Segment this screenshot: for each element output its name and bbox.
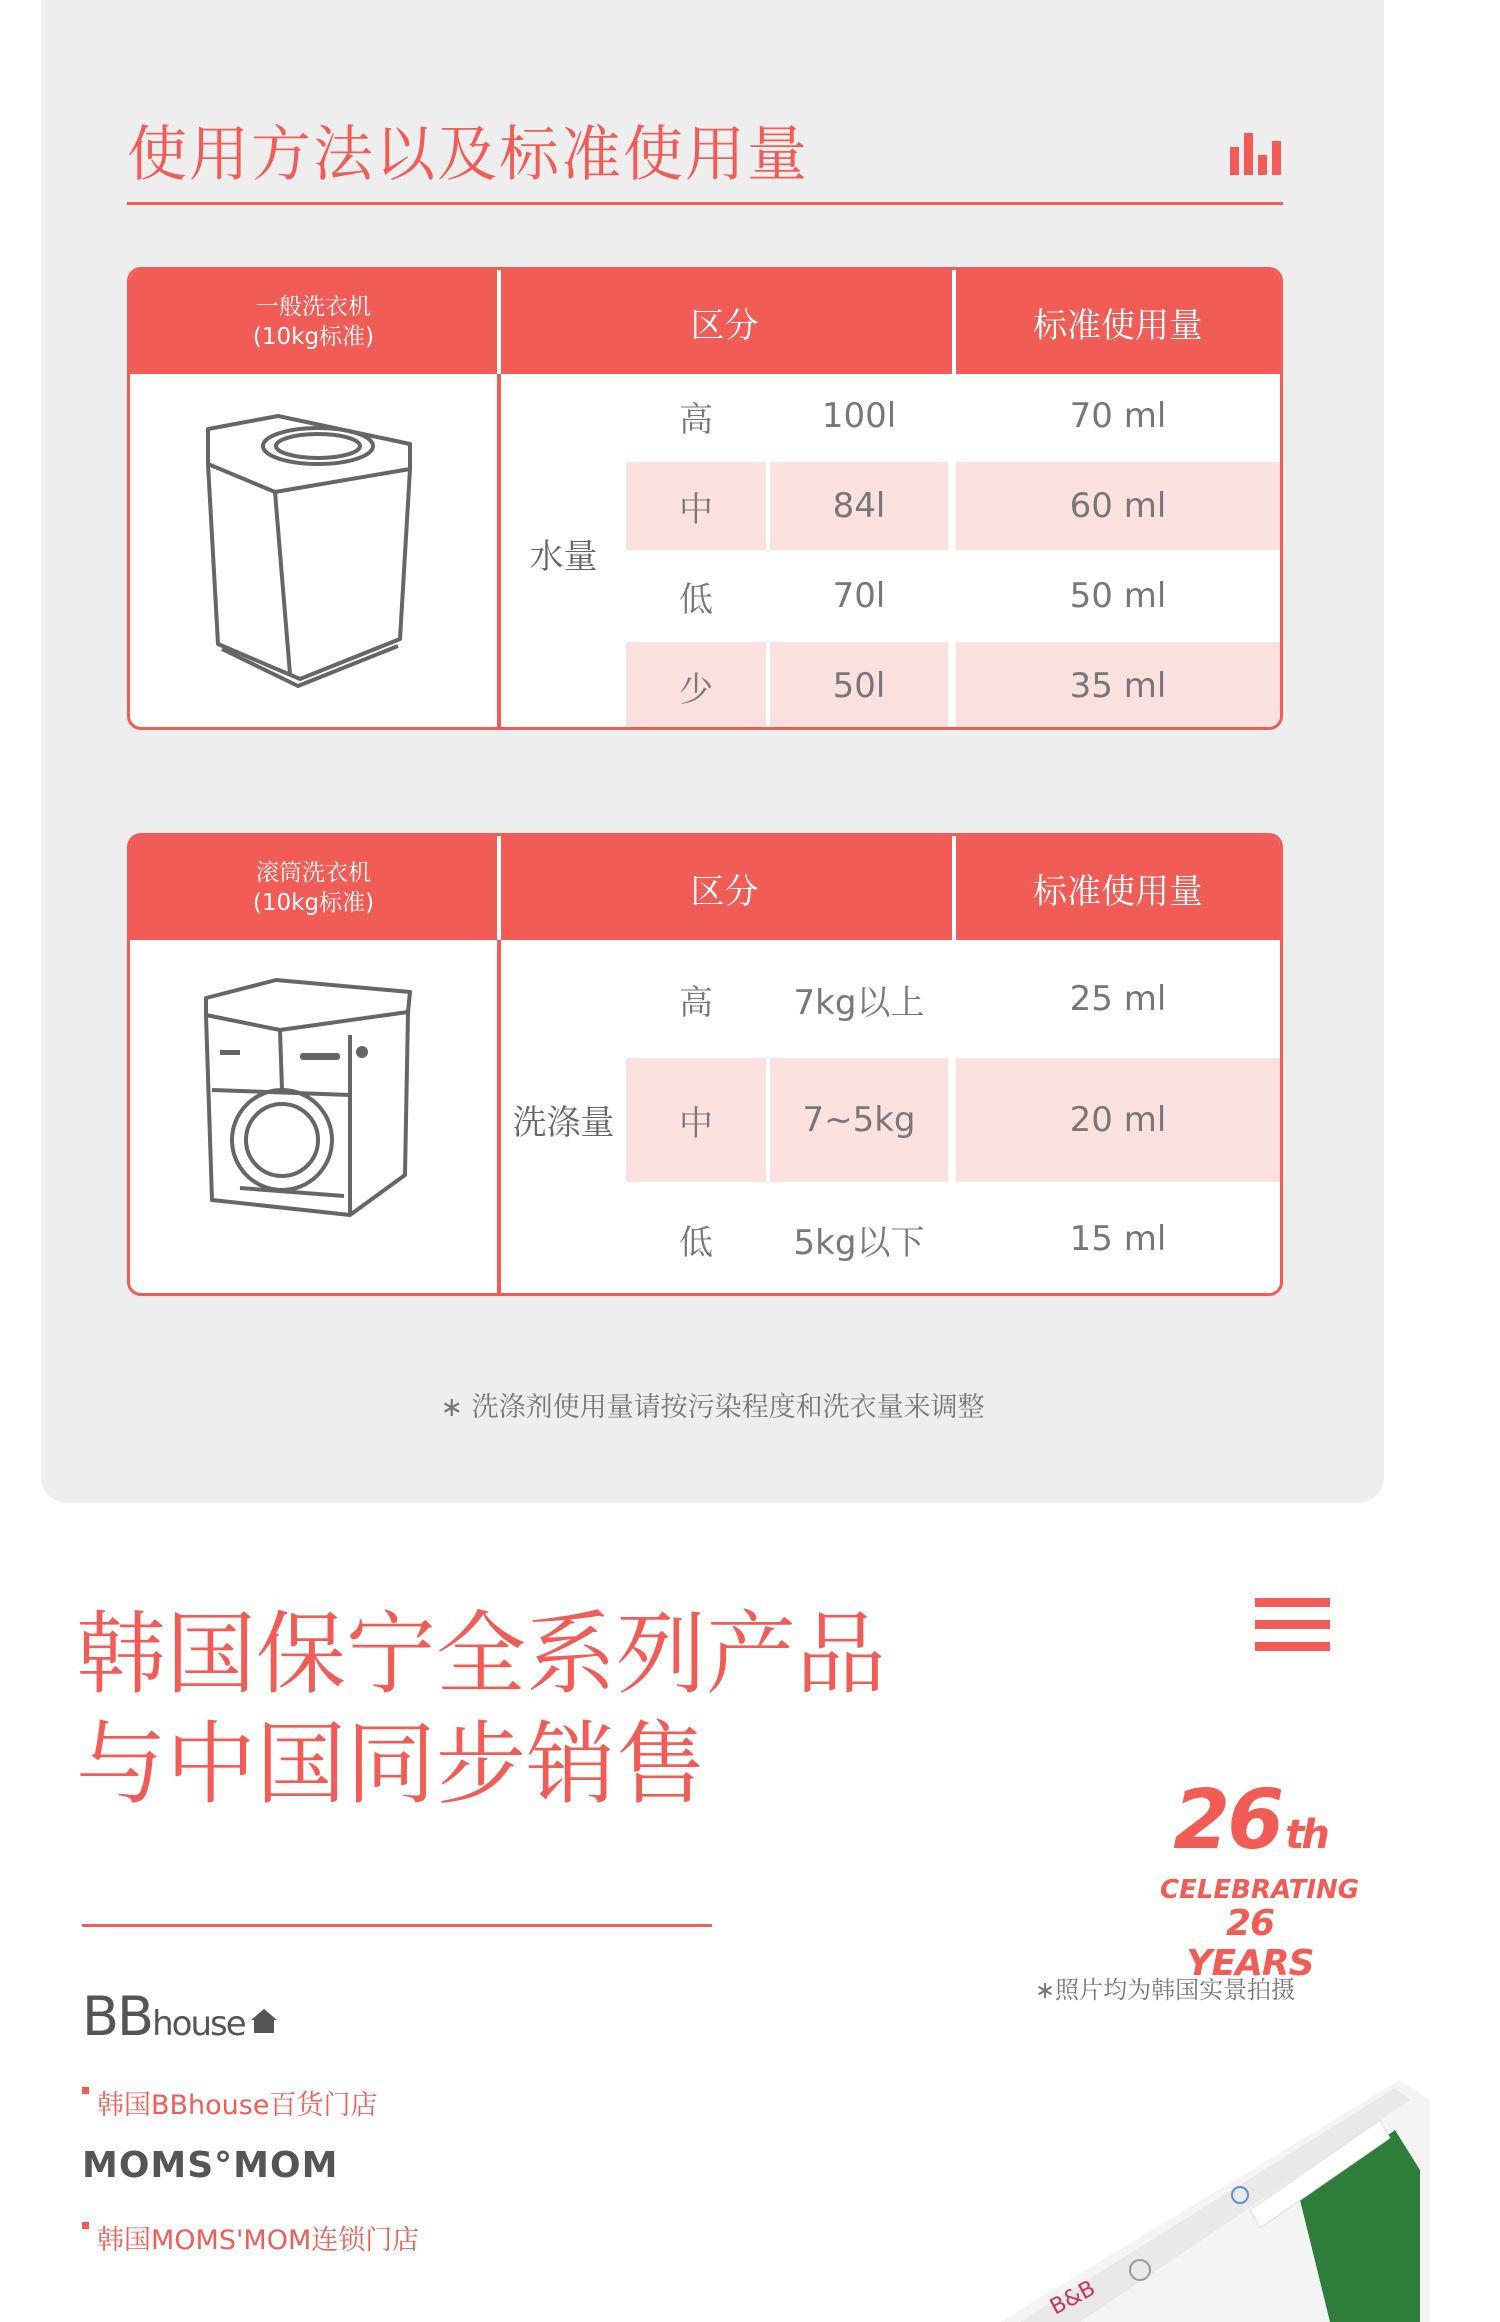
machine-type-header <box>130 836 497 940</box>
house-icon <box>249 2007 279 2035</box>
standard-dose-header: 标准使用量 <box>1033 305 1203 346</box>
machine-illustration <box>130 374 497 727</box>
volume-cell: 7~5kg <box>770 1058 948 1182</box>
table-header <box>130 270 1280 374</box>
level-cell: 少 <box>626 642 766 730</box>
table-row <box>626 462 1280 550</box>
volume-cell: 70l <box>832 576 886 616</box>
dose-cell: 50 ml <box>1069 576 1167 616</box>
promo-divider <box>82 1924 712 1927</box>
machine-type-label: 滚筒洗衣机 <box>256 860 371 886</box>
standard-dose-header: 标准使用量 <box>1033 871 1203 912</box>
front-loader-washer-icon <box>130 940 497 1293</box>
top-loader-washer-icon <box>130 374 497 727</box>
table-row <box>626 940 1280 1058</box>
group-label: 洗涤量 <box>512 1103 615 1143</box>
machine-illustration <box>130 940 497 1293</box>
bar-chart-icon <box>1230 133 1282 175</box>
dose-cell: 20 ml <box>956 1058 1280 1182</box>
volume-cell: 7kg以上 <box>793 982 925 1023</box>
level-cell: 低 <box>679 579 713 620</box>
table-row <box>626 374 1280 458</box>
store-sign: B&B <box>1046 2275 1100 2321</box>
table-row <box>626 1058 1280 1182</box>
dose-cell: 70 ml <box>1069 396 1167 436</box>
dose-cell: 15 ml <box>1069 1219 1167 1259</box>
level-cell: 高 <box>679 399 713 440</box>
level-cell: 低 <box>679 1222 713 1263</box>
volume-cell: 50l <box>770 642 948 730</box>
badge-years: 26 YEARS <box>1186 1903 1314 1984</box>
bbhouse-logo: BBhouse <box>82 1985 279 2048</box>
table-row <box>626 1182 1280 1296</box>
dose-cell: 60 ml <box>956 462 1280 550</box>
level-cell: 中 <box>626 1058 766 1182</box>
category-header: 区分 <box>690 871 759 912</box>
dose-cell: 35 ml <box>956 642 1280 730</box>
section-title: 使用方法以及标准使用量 <box>127 120 809 190</box>
menu-icon <box>1255 1598 1330 1658</box>
level-cell: 高 <box>679 982 713 1023</box>
badge-number: 26 th <box>1173 1773 1327 1868</box>
photo-note: ∗照片均为韩国实景拍摄 <box>1035 1976 1296 2004</box>
promo-title-line2: 与中国同步销售 <box>76 1712 706 1817</box>
volume-cell: 84l <box>770 462 948 550</box>
machine-capacity-label: (10kg标准) <box>252 890 375 916</box>
bbhouse-store-label: 韩国BBhouse百货门店 <box>82 2083 377 2122</box>
anniversary-badge <box>1160 1773 1360 1984</box>
machine-type-label: 一般洗衣机 <box>256 294 371 320</box>
table-header <box>130 836 1280 940</box>
front-loader-usage-table <box>127 833 1283 1296</box>
momsmom-store-label: 韩国MOMS'MOM连锁门店 <box>82 2218 419 2257</box>
top-loader-usage-table <box>127 267 1283 730</box>
badge-celebrating: CELEBRATING <box>1160 1875 1360 1905</box>
table-row <box>626 642 1280 730</box>
volume-cell: 5kg以下 <box>793 1222 925 1263</box>
volume-cell: 100l <box>821 396 897 436</box>
usage-note: ∗ 洗涤剂使用量请按污染程度和洗衣量来调整 <box>440 1392 985 1423</box>
dose-cell: 25 ml <box>1069 979 1167 1019</box>
table-row <box>626 550 1280 642</box>
machine-type-header <box>130 270 497 374</box>
level-cell: 中 <box>626 462 766 550</box>
promo-title-line1: 韩国保宁全系列产品 <box>76 1602 886 1707</box>
machine-capacity-label: (10kg标准) <box>252 324 375 350</box>
title-underline <box>127 202 1283 205</box>
category-header: 区分 <box>690 305 759 346</box>
promo-title <box>76 1600 886 1820</box>
group-label: 水量 <box>529 537 598 577</box>
momsmom-logo: MOMS°MOM <box>82 2145 339 2186</box>
store-photo <box>1000 2060 1430 2322</box>
